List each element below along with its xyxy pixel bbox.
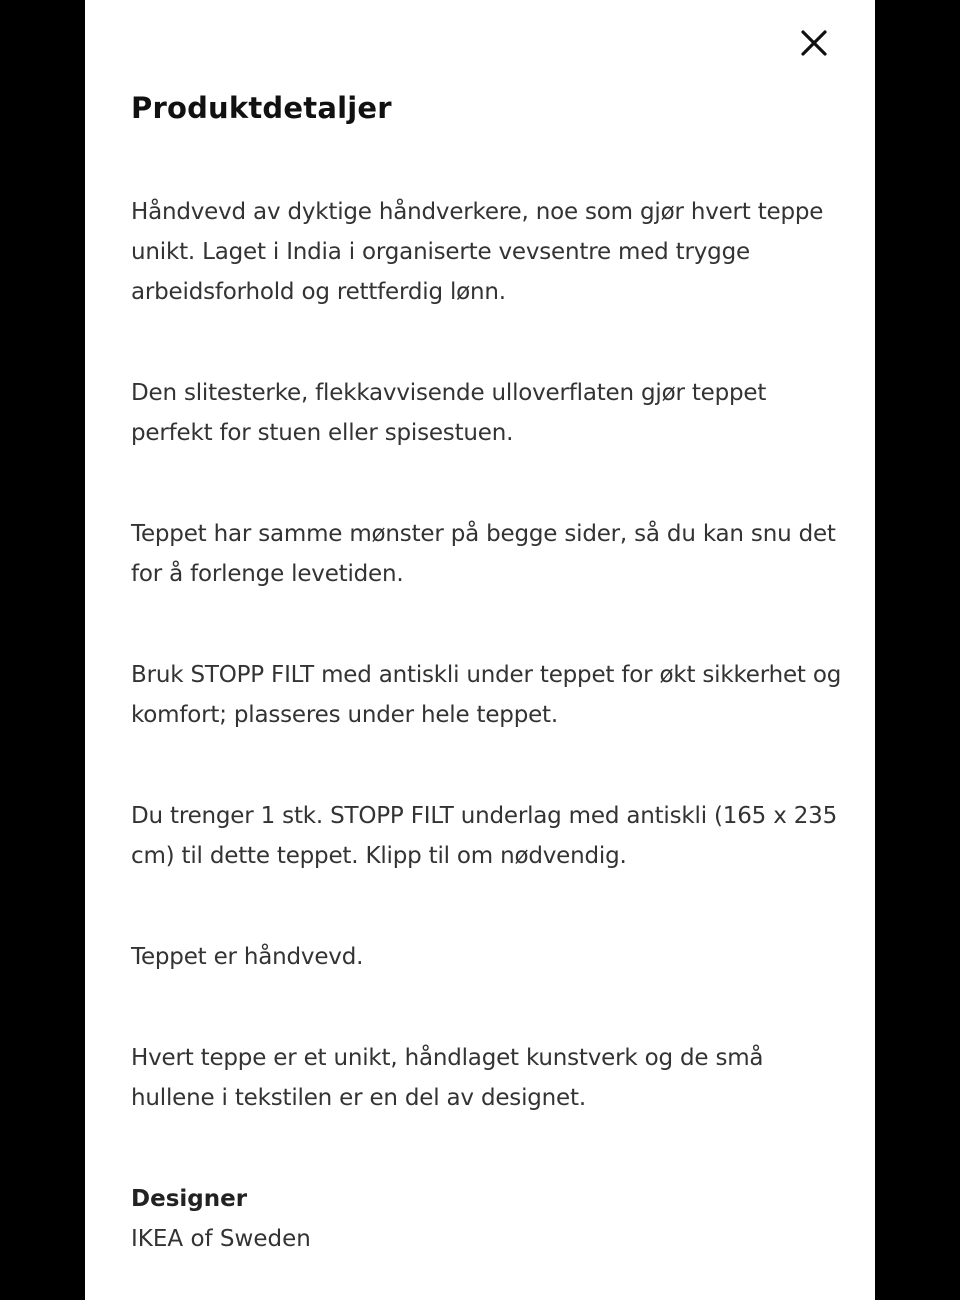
description-paragraph: Hvert teppe er et unikt, håndlaget kunstverk og de små hullene i tekstilen er en del av designet.: [131, 1045, 764, 1111]
page-title: Produktdetaljer: [131, 91, 392, 125]
designer-section: [131, 1179, 843, 1259]
description-paragraph: Teppet er håndvevd.: [131, 944, 364, 970]
close-icon: [795, 24, 833, 62]
description-paragraph: Teppet har samme mønster på begge sider, så du kan snu det for å forlenge levetiden.: [131, 521, 836, 587]
description-paragraph: Bruk STOPP FILT med antiskli under teppet for økt sikkerhet og komfort; plasseres under hele teppet.: [131, 662, 842, 728]
product-details-panel: [85, 0, 875, 1300]
description-paragraph: Du trenger 1 stk. STOPP FILT underlag med antiskli (165 x 235 cm) til dette teppet. Klipp til om nødvendig.: [131, 803, 838, 869]
description-paragraph: Håndvevd av dyktige håndverkere, noe som gjør hvert teppe unikt. Laget i India i organiserte vevsentre med trygge arbeidsforhold og rettferdig lønn.: [131, 199, 824, 305]
designer-name: IKEA of Sweden: [131, 1226, 311, 1252]
description-paragraph: Den slitesterke, flekkavvisende ulloverflaten gjør teppet perfekt for stuen eller spisestuen.: [131, 380, 767, 446]
close-button[interactable]: [795, 24, 833, 62]
designer-label: Designer: [131, 1186, 248, 1212]
product-description: [131, 192, 843, 1259]
